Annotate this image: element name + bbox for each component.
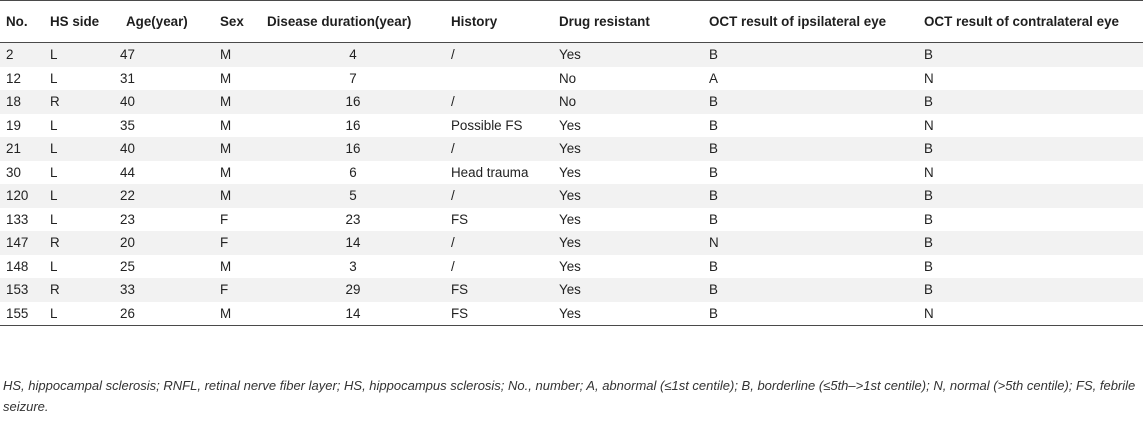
cell-disease-duration: 29 bbox=[261, 278, 445, 302]
cell-sex: M bbox=[214, 90, 261, 114]
cell-history: / bbox=[445, 90, 553, 114]
header-history: History bbox=[445, 1, 553, 43]
cell-drug-resistant: Yes bbox=[553, 184, 703, 208]
table-row bbox=[0, 114, 1143, 138]
cell-drug-resistant: No bbox=[553, 90, 703, 114]
cell-hs-side: L bbox=[44, 137, 120, 161]
cell-sex: M bbox=[220, 70, 232, 86]
table-row bbox=[0, 90, 1143, 114]
header-row bbox=[0, 1, 1143, 43]
cell-oct-contralateral: B bbox=[918, 231, 1143, 255]
cell-no: 21 bbox=[0, 137, 44, 161]
cell-age: 40 bbox=[120, 90, 214, 114]
cell-oct-ipsilateral: B bbox=[709, 117, 718, 133]
cell-oct-ipsilateral: B bbox=[709, 258, 718, 274]
cell-history: Possible FS bbox=[451, 117, 523, 133]
cell-history: FS bbox=[445, 278, 553, 302]
cell-oct-contralateral: N bbox=[924, 70, 934, 86]
cell-drug-resistant: Yes bbox=[559, 164, 581, 180]
cell-oct-contralateral: B bbox=[918, 43, 1143, 67]
cell-disease-duration: 3 bbox=[349, 258, 357, 274]
cell-drug-resistant: Yes bbox=[559, 211, 581, 227]
cell-sex: M bbox=[220, 164, 232, 180]
cell-history: / bbox=[451, 258, 455, 274]
table-footnote: HS, hippocampal sclerosis; RNFL, retinal nerve fiber layer; HS, hippocampus sclerosis; No., number; A, abnormal (≤1st centile); B, borderline (≤5th–>1st centile); N, normal (>5th centile); FS, febrile seizure. bbox=[3, 378, 1136, 414]
cell-oct-ipsilateral: A bbox=[709, 70, 718, 86]
cell-disease-duration: 5 bbox=[261, 184, 445, 208]
cell-oct-ipsilateral: B bbox=[703, 278, 918, 302]
cell-drug-resistant: Yes bbox=[553, 278, 703, 302]
cell-disease-duration: 23 bbox=[345, 211, 361, 227]
cell-age: 26 bbox=[120, 302, 214, 326]
cell-oct-ipsilateral: B bbox=[703, 43, 918, 67]
cell-oct-contralateral: N bbox=[924, 117, 934, 133]
cell-hs-side: L bbox=[50, 117, 58, 133]
cell-hs-side: L bbox=[50, 164, 58, 180]
cell-age: 40 bbox=[120, 137, 214, 161]
cell-age: 20 bbox=[120, 231, 214, 255]
cell-oct-contralateral: B bbox=[924, 211, 933, 227]
cell-no: 148 bbox=[6, 258, 29, 274]
cell-oct-ipsilateral: B bbox=[709, 211, 718, 227]
cell-oct-ipsilateral: B bbox=[703, 184, 918, 208]
cell-age: 25 bbox=[120, 258, 135, 274]
cell-age: 31 bbox=[120, 70, 135, 86]
cell-history: FS bbox=[451, 211, 469, 227]
cell-no: 120 bbox=[0, 184, 44, 208]
cell-drug-resistant: Yes bbox=[553, 137, 703, 161]
cell-hs-side: R bbox=[44, 278, 120, 302]
cell-oct-contralateral: B bbox=[918, 90, 1143, 114]
cell-hs-side: R bbox=[44, 90, 120, 114]
table-row bbox=[0, 278, 1143, 302]
cell-no: 19 bbox=[6, 117, 21, 133]
cell-no: 12 bbox=[6, 70, 21, 86]
cell-hs-side: L bbox=[50, 70, 58, 86]
cell-hs-side: L bbox=[44, 184, 120, 208]
cell-sex: M bbox=[214, 137, 261, 161]
table-row bbox=[0, 208, 1143, 232]
cell-no: 18 bbox=[0, 90, 44, 114]
cell-disease-duration: 16 bbox=[261, 90, 445, 114]
cell-age: 35 bbox=[120, 117, 135, 133]
cell-hs-side: L bbox=[50, 258, 58, 274]
cell-hs-side: L bbox=[44, 302, 120, 326]
cell-sex: M bbox=[214, 184, 261, 208]
table-row bbox=[0, 255, 1143, 279]
cell-oct-contralateral: N bbox=[924, 164, 934, 180]
header-oct-contralateral: OCT result of contralateral eye bbox=[918, 1, 1143, 43]
cell-no: 147 bbox=[0, 231, 44, 255]
table-row bbox=[0, 161, 1143, 185]
header-hs-side: HS side bbox=[44, 1, 120, 43]
cell-sex: M bbox=[220, 258, 232, 274]
cell-oct-contralateral: B bbox=[924, 258, 933, 274]
header-oct-ipsilateral: OCT result of ipsilateral eye bbox=[703, 1, 918, 43]
cell-no: 155 bbox=[0, 302, 44, 326]
cell-sex: M bbox=[214, 302, 261, 326]
cell-age: 33 bbox=[120, 278, 214, 302]
table-row bbox=[0, 67, 1143, 91]
table-row bbox=[0, 43, 1143, 67]
cell-disease-duration: 4 bbox=[261, 43, 445, 67]
cell-disease-duration: 14 bbox=[261, 231, 445, 255]
cell-oct-ipsilateral: N bbox=[703, 231, 918, 255]
cell-history: Head trauma bbox=[451, 164, 529, 180]
cell-age: 23 bbox=[120, 211, 135, 227]
cell-drug-resistant: Yes bbox=[553, 43, 703, 67]
cell-no: 2 bbox=[0, 43, 44, 67]
cell-hs-side: L bbox=[44, 43, 120, 67]
cell-history: / bbox=[445, 43, 553, 67]
cell-no: 133 bbox=[6, 211, 29, 227]
cell-hs-side: L bbox=[50, 211, 58, 227]
cell-history bbox=[445, 67, 553, 91]
cell-oct-contralateral: B bbox=[918, 137, 1143, 161]
table-body bbox=[0, 43, 1143, 326]
cell-age: 22 bbox=[120, 184, 214, 208]
cell-no: 30 bbox=[6, 164, 21, 180]
cell-age: 44 bbox=[120, 164, 135, 180]
cell-sex: F bbox=[220, 211, 229, 227]
cell-oct-ipsilateral: B bbox=[703, 137, 918, 161]
cell-history: / bbox=[445, 231, 553, 255]
cell-oct-contralateral: N bbox=[918, 302, 1143, 326]
header-disease-duration: Disease duration(year) bbox=[261, 1, 445, 43]
cell-history: / bbox=[445, 184, 553, 208]
table-header bbox=[0, 1, 1143, 43]
cell-hs-side: R bbox=[44, 231, 120, 255]
cell-drug-resistant: Yes bbox=[553, 231, 703, 255]
header-age: Age(year) bbox=[120, 1, 214, 43]
table-row bbox=[0, 137, 1143, 161]
cell-disease-duration: 7 bbox=[349, 70, 357, 86]
cell-drug-resistant: No bbox=[559, 70, 577, 86]
cell-oct-contralateral: B bbox=[918, 278, 1143, 302]
header-sex: Sex bbox=[214, 1, 261, 43]
cell-oct-ipsilateral: B bbox=[703, 302, 918, 326]
cell-disease-duration: 16 bbox=[345, 117, 361, 133]
table-row bbox=[0, 231, 1143, 255]
cell-sex: F bbox=[214, 231, 261, 255]
cell-no: 153 bbox=[0, 278, 44, 302]
cell-disease-duration: 14 bbox=[261, 302, 445, 326]
table-row bbox=[0, 302, 1143, 326]
cell-drug-resistant: Yes bbox=[559, 258, 581, 274]
table-row bbox=[0, 184, 1143, 208]
cell-disease-duration: 16 bbox=[261, 137, 445, 161]
cell-sex: F bbox=[214, 278, 261, 302]
cell-sex: M bbox=[214, 43, 261, 67]
cell-sex: M bbox=[220, 117, 232, 133]
cell-history: FS bbox=[445, 302, 553, 326]
cell-drug-resistant: Yes bbox=[559, 117, 581, 133]
cell-age: 47 bbox=[120, 43, 214, 67]
cell-oct-contralateral: B bbox=[918, 184, 1143, 208]
header-no: No. bbox=[0, 1, 44, 43]
cell-disease-duration: 6 bbox=[349, 164, 357, 180]
cell-history: / bbox=[445, 137, 553, 161]
cell-oct-ipsilateral: B bbox=[709, 164, 718, 180]
cell-drug-resistant: Yes bbox=[553, 302, 703, 326]
cell-oct-ipsilateral: B bbox=[703, 90, 918, 114]
header-drug-resistant: Drug resistant bbox=[553, 1, 703, 43]
